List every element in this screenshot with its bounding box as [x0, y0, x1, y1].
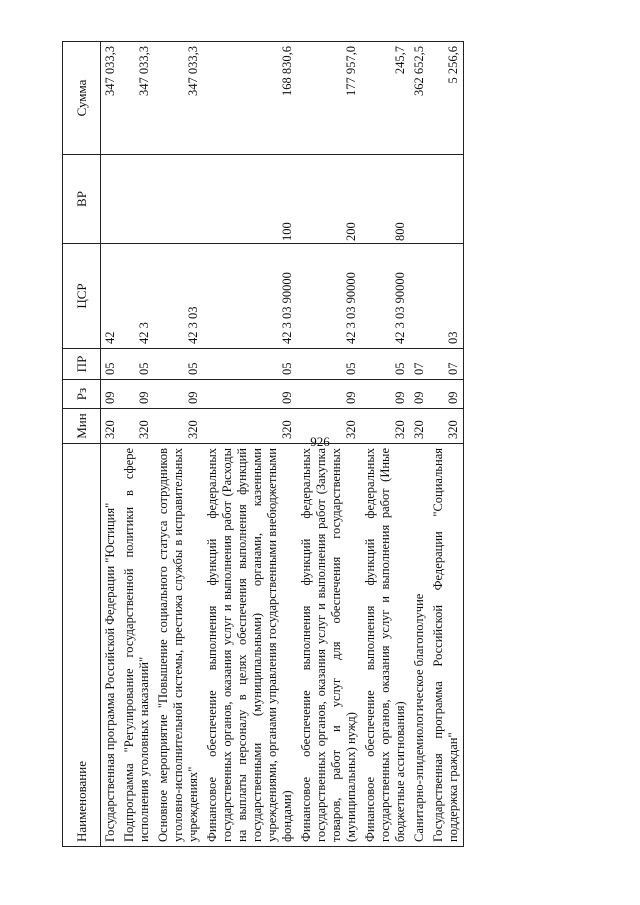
row-pr: 07 [429, 349, 464, 380]
row-name: Основное мероприятие "Повышение социального статуса сотрудников уголовно-исполнительной системы, престижа службы в исправительных учреждениях" [154, 444, 203, 847]
row-name: Подпрограмма "Регулирование государственной политики в сфере исполнения уголовных наказаний" [120, 444, 154, 847]
row-vr [120, 155, 154, 244]
row-sum: 347 033,3 [101, 42, 121, 155]
rotated-page [62, 46, 582, 847]
row-csr: 42 3 03 90000 [297, 244, 361, 349]
row-min: 320 [101, 409, 121, 444]
row-sum: 5 256,6 [429, 42, 464, 155]
row-vr: 100 [203, 155, 297, 244]
table-row [361, 42, 410, 847]
row-csr: 42 3 03 [154, 244, 203, 349]
header-csr: ЦСР [63, 244, 101, 349]
budget-table [62, 41, 464, 847]
row-min: 320 [154, 409, 203, 444]
row-csr: 42 [101, 244, 121, 349]
table-row [410, 42, 429, 847]
table-header-row [63, 42, 101, 847]
row-rz: 09 [154, 380, 203, 409]
table-row [297, 42, 361, 847]
header-pr: ПР [63, 349, 101, 380]
row-sum: 177 957,0 [297, 42, 361, 155]
row-min: 320 [203, 409, 297, 444]
row-pr: 05 [101, 349, 121, 380]
row-min: 320 [297, 409, 361, 444]
row-csr: 42 3 03 90000 [361, 244, 410, 349]
row-vr [101, 155, 121, 244]
row-min: 320 [120, 409, 154, 444]
row-vr: 200 [297, 155, 361, 244]
row-pr: 05 [297, 349, 361, 380]
row-pr: 05 [154, 349, 203, 380]
row-pr: 05 [361, 349, 410, 380]
row-min: 320 [410, 409, 429, 444]
table-row [120, 42, 154, 847]
header-rz: Рз [63, 380, 101, 409]
row-csr: 03 [429, 244, 464, 349]
row-sum: 245,7 [361, 42, 410, 155]
row-name: Финансовое обеспечение выполнения функций федеральных государственных органов, оказания услуг и выполнения работ (Расходы на выплаты персоналу в целях обеспечения выполнения функций государственными (муниципальными) органами, казенными учреждениями, органами управления государственными внебюджетными фондами) [203, 444, 297, 847]
header-vr: ВР [63, 155, 101, 244]
row-vr: 800 [361, 155, 410, 244]
page-number: 926 [310, 434, 330, 449]
table-row [203, 42, 297, 847]
header-min: Мин [63, 409, 101, 444]
row-csr [410, 244, 429, 349]
row-name: Финансовое обеспечение выполнения функций федеральных государственных органов, оказания услуг и выполнения работ (Закупка товаров, работ и услуг для обеспечения государственных (муниципальных) нужд) [297, 444, 361, 847]
row-vr [410, 155, 429, 244]
row-rz: 09 [120, 380, 154, 409]
row-pr: 05 [203, 349, 297, 380]
header-sum: Сумма [63, 42, 101, 155]
row-sum: 347 033,3 [154, 42, 203, 155]
row-min: 320 [429, 409, 464, 444]
row-sum: 168 830,6 [203, 42, 297, 155]
row-name: Государственная программа Российской Федерации "Социальная поддержка граждан" [429, 444, 464, 847]
row-name: Финансовое обеспечение выполнения функций федеральных государственных органов, оказания услуг и выполнения работ (Иные бюджетные ассигнования) [361, 444, 410, 847]
row-rz: 09 [203, 380, 297, 409]
header-name: Наименование [63, 444, 101, 847]
row-csr: 42 3 [120, 244, 154, 349]
row-name: Санитарно-эпидемиологическое благополучие [410, 444, 429, 847]
table-row [154, 42, 203, 847]
row-rz: 09 [297, 380, 361, 409]
table-row [101, 42, 121, 847]
row-rz: 09 [410, 380, 429, 409]
row-sum: 347 033,3 [120, 42, 154, 155]
row-pr: 05 [120, 349, 154, 380]
table-row [429, 42, 464, 847]
row-rz: 09 [361, 380, 410, 409]
row-rz: 09 [429, 380, 464, 409]
row-sum: 362 652,5 [410, 42, 429, 155]
row-pr: 07 [410, 349, 429, 380]
row-vr [429, 155, 464, 244]
row-vr [154, 155, 203, 244]
row-rz: 09 [101, 380, 121, 409]
row-csr: 42 3 03 90000 [203, 244, 297, 349]
row-name: Государственная программа Российской Федерации "Юстиция" [101, 444, 121, 847]
row-min: 320 [361, 409, 410, 444]
